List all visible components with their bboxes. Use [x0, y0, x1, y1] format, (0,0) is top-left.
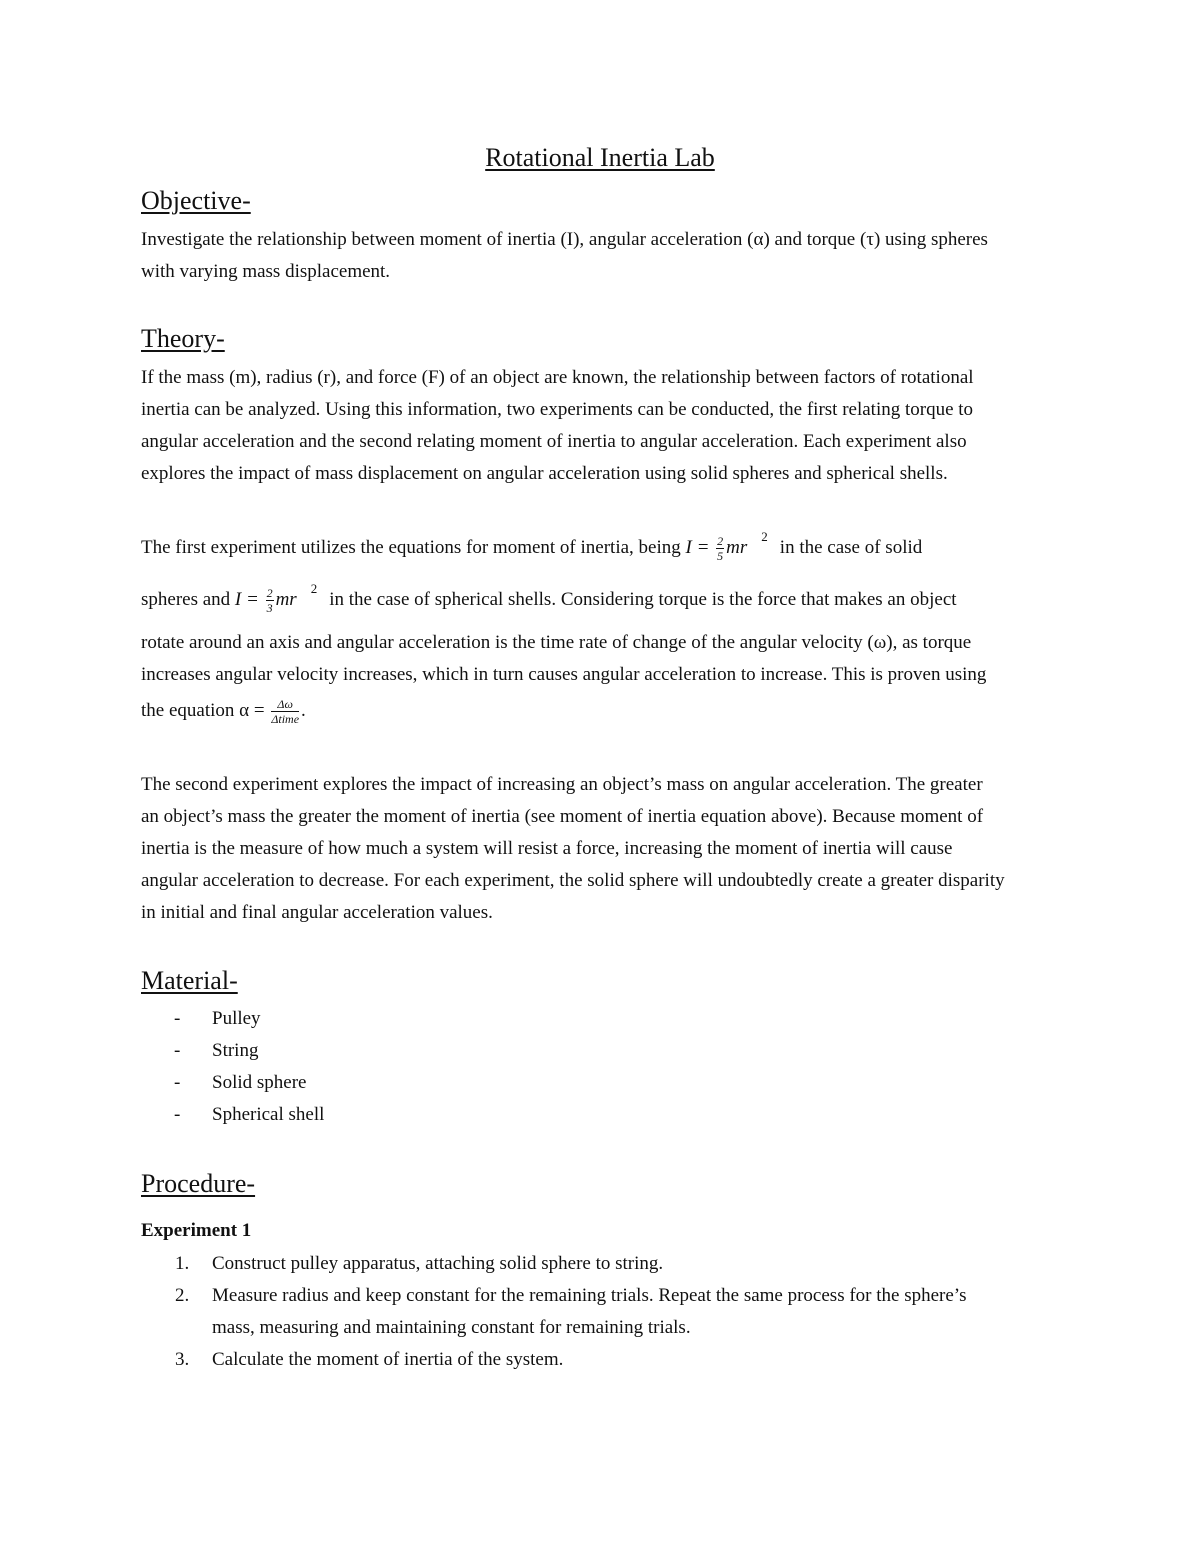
step-number: 2. — [175, 1285, 190, 1306]
theory-para3-line-3: inertia is the measure of how much a system will resist a force, increasing the moment of inertia will cause — [141, 838, 953, 859]
material-heading: Material- — [141, 966, 238, 995]
equation-solid-sphere-fraction — [716, 535, 724, 562]
bullet-dash: - — [174, 1040, 181, 1061]
theory-para3-line-1: The second experiment explores the impact of increasing an object’s mass on angular acceleration. The greater — [141, 774, 983, 795]
theory-para2-line-1 — [141, 528, 923, 563]
theory-para3-line-5: in initial and final angular acceleration values. — [141, 902, 493, 923]
theory-para2-line-5 — [141, 698, 306, 725]
theory-para3-line-4: angular acceleration to decrease. For each experiment, the solid sphere will undoubtedly create a greater disparity — [141, 870, 1005, 891]
experiment-1-label: Experiment 1 — [141, 1220, 252, 1241]
theory-para2-line-2 — [141, 580, 957, 615]
equation-solid-sphere-lhs: I = — [685, 536, 715, 558]
fraction-denominator: Δtime — [271, 712, 300, 726]
text-run: The first experiment utilizes the equations for moment of inertia, being — [141, 536, 686, 558]
text-run: the equation α = — [141, 699, 270, 721]
text-run: spheres and — [141, 588, 235, 610]
theory-para2-line-3: rotate around an axis and angular acceleration is the time rate of change of the angular velocity (ω), as torque — [141, 632, 972, 653]
equation-angular-acceleration-fraction — [271, 698, 299, 725]
bullet-dash: - — [174, 1072, 181, 1093]
text-run: in the case of spherical shells. Considering torque is the force that makes an object — [329, 588, 957, 610]
equation-shell-fraction — [266, 587, 274, 614]
bullet-dash: - — [174, 1008, 181, 1029]
step-text: Calculate the moment of inertia of the system. — [212, 1349, 564, 1370]
document-title: Rotational Inertia Lab — [485, 143, 715, 172]
fraction-denominator: 5 — [717, 549, 724, 563]
material-item: Spherical shell — [212, 1104, 325, 1125]
equation-shell-lhs: I = — [234, 588, 264, 610]
material-item: String — [212, 1040, 259, 1061]
material-item: Solid sphere — [212, 1072, 307, 1093]
equation-shell-exponent: 2 — [310, 580, 318, 596]
text-run: . — [301, 699, 306, 721]
theory-para1-line-4: explores the impact of mass displacement on angular acceleration using solid spheres and spherical shells. — [141, 463, 948, 484]
theory-para2-line-4: increases angular velocity increases, which in turn causes angular acceleration to increase. This is proven using — [141, 664, 987, 685]
step-text-continued: mass, measuring and maintaining constant for remaining trials. — [212, 1317, 691, 1338]
equation-shell-rhs: mr — [275, 588, 297, 610]
equation-solid-sphere-exponent: 2 — [761, 528, 768, 544]
text-run: in the case of solid — [779, 536, 923, 558]
equation-solid-sphere-rhs: mr — [726, 536, 748, 558]
fraction-numerator: 2 — [266, 586, 273, 600]
step-number: 1. — [175, 1253, 190, 1274]
fraction-denominator: 3 — [266, 601, 273, 615]
step-text: Construct pulley apparatus, attaching solid sphere to string. — [212, 1253, 664, 1274]
fraction-numerator: 2 — [717, 534, 724, 548]
objective-heading: Objective- — [141, 186, 251, 215]
step-text: Measure radius and keep constant for the remaining trials. Repeat the same process for the sphere’s — [212, 1285, 967, 1306]
theory-para3-line-2: an object’s mass the greater the moment of inertia (see moment of inertia equation above). Because moment of — [141, 806, 984, 827]
objective-line-1: Investigate the relationship between moment of inertia (I), angular acceleration (α) and torque (τ) using spheres — [141, 229, 988, 250]
material-item: Pulley — [212, 1008, 261, 1029]
fraction-numerator: Δω — [271, 698, 299, 712]
objective-line-2: with varying mass displacement. — [141, 261, 391, 282]
theory-para1-line-1: If the mass (m), radius (r), and force (F) of an object are known, the relationship between factors of rotational — [141, 367, 974, 388]
bullet-dash: - — [174, 1104, 181, 1125]
procedure-heading: Procedure- — [141, 1169, 256, 1198]
step-number: 3. — [175, 1349, 190, 1370]
theory-para1-line-3: angular acceleration and the second relating moment of inertia to angular acceleration. Each experiment also — [141, 431, 967, 452]
theory-heading: Theory- — [141, 324, 225, 353]
theory-para1-line-2: inertia can be analyzed. Using this information, two experiments can be conducted, the first relating torque to — [141, 399, 974, 420]
